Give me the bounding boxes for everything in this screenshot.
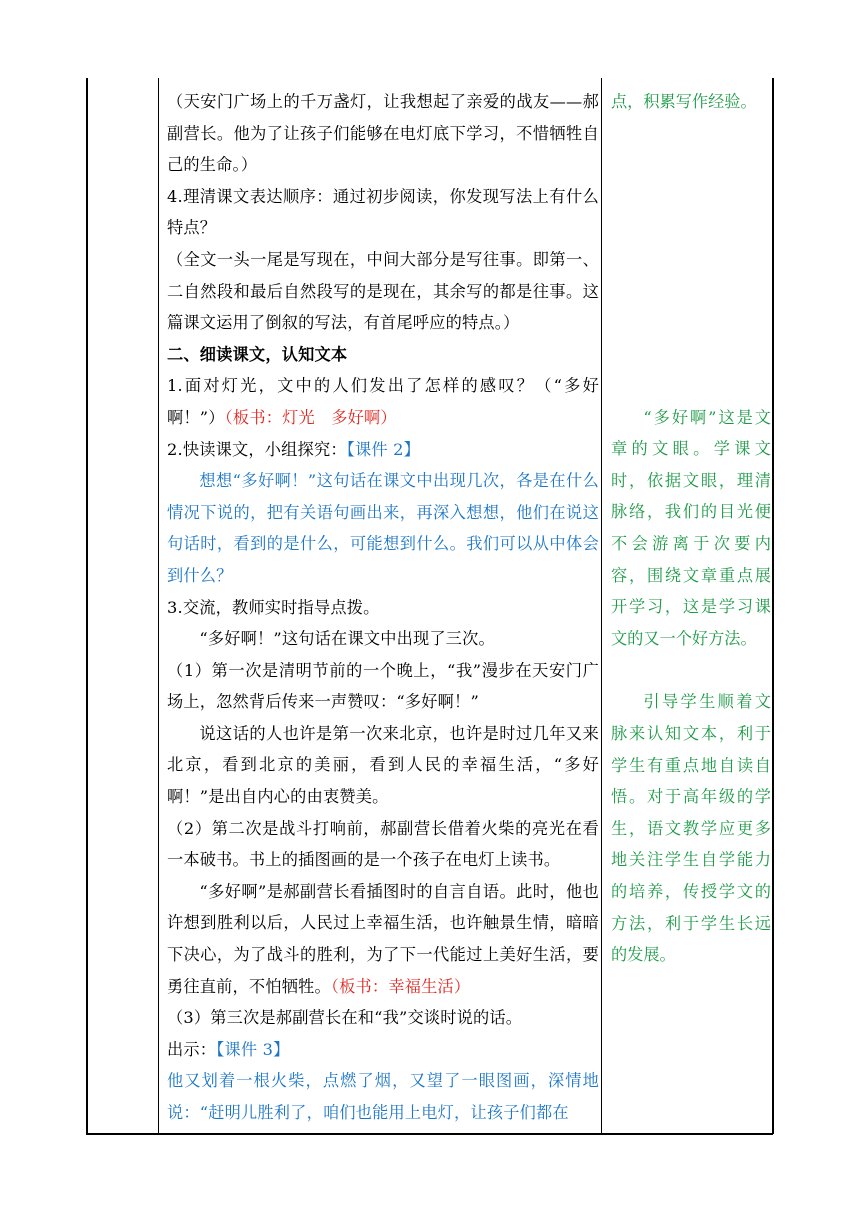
- design-notes-column: [611, 86, 771, 971]
- question-1-text: 1.面对灯光，文中的人们发出了怎样的感叹？（“多好啊！”）: [167, 376, 599, 427]
- courseware-2-label: 【课件 2】: [346, 439, 421, 459]
- first-occurrence-explanation: 说这话的人也许是第一次来北京，也许是时过几年又来北京，看到北京的美丽，看到人民的幸福生活，“多好啊！”是出自内心的由衷赞美。: [167, 723, 599, 807]
- board-note-1: （板书：灯光 多好啊）: [224, 407, 397, 427]
- table-border-left: [86, 78, 88, 1134]
- note-2: “多好啊”这是文章的文眼。学课文时，依据文眼，理清脉络，我们的目光便不会游离于次要内容，围绕文章重点展开学习，这是学习课文的又一个好方法。: [611, 407, 771, 648]
- board-note-2: （板书：幸福生活）: [330, 976, 471, 996]
- summary-paragraph: “多好啊！”这句话在课文中出现了三次。: [199, 629, 495, 649]
- second-occurrence-text: “多好啊”是郝副营长看插图时的自言自语。此时，他也许想到胜利以后，人民过上幸福生活，也许触景生情，暗暗下决心，为了战斗的胜利，为了下一代能过上美好生活，要勇往直前，不怕牺牲。: [167, 881, 599, 996]
- first-occurrence: （1）第一次是清明节前的一个晚上，“我”漫步在天安门广场上，忽然背后传来一声赞叹：“多好啊！”: [167, 660, 599, 712]
- question-4: 4.理清课文表达顺序：通过初步阅读，你发现写法上有什么特点？: [167, 186, 599, 238]
- note-1: 点，积累写作经验。: [611, 92, 757, 111]
- question-1: [167, 370, 599, 433]
- third-occurrence: （3）第三次是郝副营长在和“我”交谈时说的话。: [167, 1008, 523, 1028]
- second-occurrence: （2）第二次是战斗打响前，郝副营长借着火柴的亮光在看一本破书。书上的插图画的是一个孩子在电灯上读书。: [167, 818, 599, 870]
- second-occurrence-explanation: [167, 876, 599, 1002]
- answer-paragraph-2: （全文一头一尾是写现在，中间大部分是写往事。即第一、二自然段和最后自然段写的是现在，其余写的都是往事。这篇课文运用了倒叙的写法，有首尾呼应的特点。）: [167, 249, 599, 333]
- question-2-text: 2.快读课文，小组探究：: [167, 439, 347, 459]
- courseware-3-content: 他又划着一根火柴，点燃了烟，又望了一眼图画，深情地说：“赶明儿胜利了，咱们也能用上电灯，让孩子们都在: [167, 1071, 599, 1122]
- courseware-3-label: 【课件 3】: [216, 1039, 290, 1059]
- table-border-right: [772, 78, 774, 1134]
- teaching-process-column: [167, 86, 599, 1129]
- note-3: 引导学生顺着文脉来认知文本，利于学生有重点地自读自悟。对于高年级的学生，语文教学应更多地关注学生自学能力的培养，传授学文的方法，利于学生长远的发展。: [611, 692, 771, 965]
- section-heading: 二、细读课文，认知文本: [167, 344, 348, 364]
- table-border-inner-2: [601, 78, 602, 1134]
- answer-paragraph-1: （天安门广场上的千万盏灯，让我想起了亲爱的战友——郝副营长。他为了让孩子们能够在电灯底下学习，不惜牺牲自己的生命。）: [167, 92, 599, 175]
- step-3: 3.交流，教师实时指导点拨。: [167, 597, 380, 617]
- table-border-inner-1: [158, 78, 159, 1134]
- show-courseware-3: [167, 1034, 599, 1066]
- question-2: [167, 434, 599, 466]
- table-border-bottom: [86, 1133, 773, 1135]
- show-label: 出示：: [167, 1039, 217, 1059]
- courseware-2-content: 想想“多好啊！”这句话在课文中出现几次，各是在什么情况下说的，把有关语句画出来，再深入想想，他们在说这句话时，看到的是什么，可能想到什么。我们可以从中体会到什么？: [167, 471, 599, 585]
